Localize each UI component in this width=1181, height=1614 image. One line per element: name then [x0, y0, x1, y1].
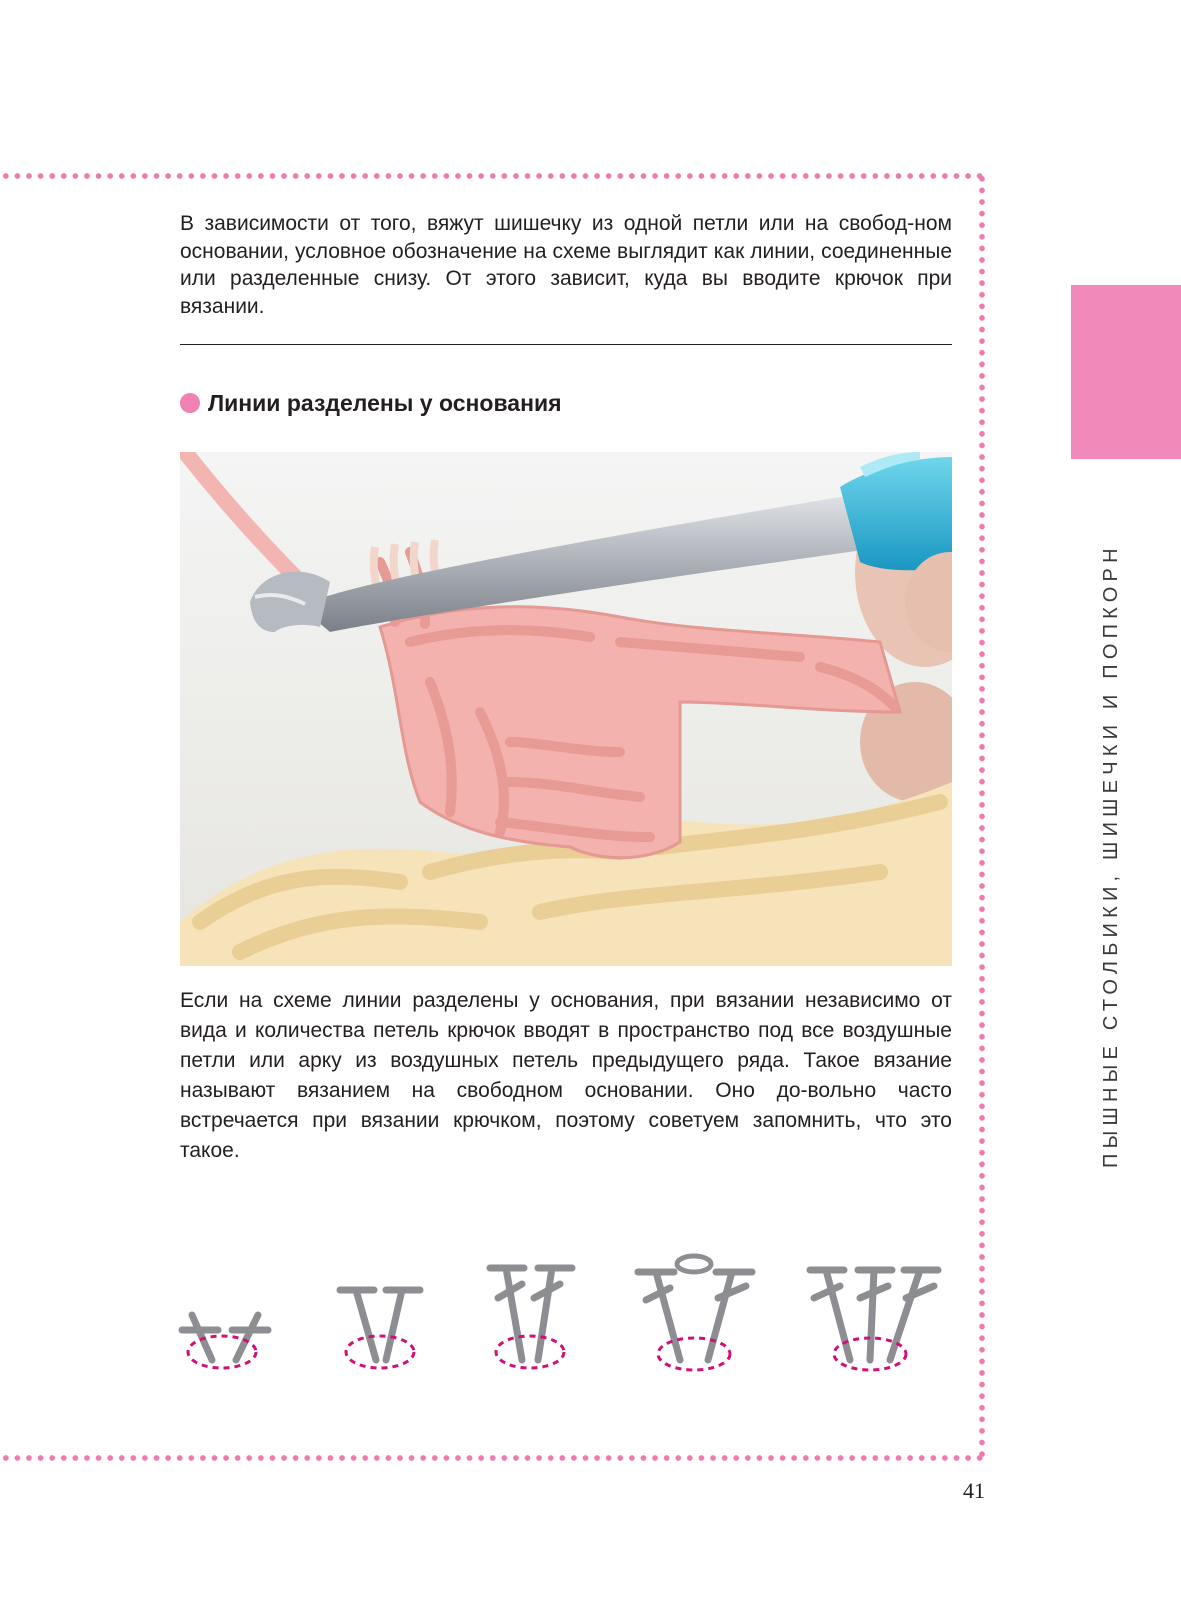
dotted-border-top: [0, 173, 985, 179]
crochet-symbols: [170, 1240, 970, 1420]
section-heading: [180, 388, 562, 418]
intro-paragraph: В зависимости от того, вяжут шишечку из одной петли или на свобод-ном основании, условное обозначение на схеме выглядит как линии, соединенные или разделенные снизу. От этого зависит, куда вы вводите крючок при вязании.: [180, 212, 952, 318]
page-number: 41: [963, 1478, 985, 1503]
popcorn-dc-separated-icon: [638, 1256, 752, 1360]
dotted-border-bottom: [0, 1455, 985, 1461]
two-hdc-separated-icon: [340, 1290, 420, 1360]
section-heading-text: Линии разделены у основания: [208, 389, 562, 416]
dotted-border-right: [979, 173, 985, 1461]
chapter-side-title: ПЫШНЫЕ СТОЛБИКИ, ШИШЕЧКИ И ПОПКОРН: [1100, 543, 1122, 1168]
body-paragraph: Если на схеме линии разделены у основания, при вязании независимо от вида и количества петель крючок вводят в пространство под все воздушные петли или арку из воздушных петель предыдущего ряда. Такое вязание называют вязанием на свободном основании. Оно до-вольно часто встречается при вязании крючком, поэтому советуем запомнить, что это такое.: [180, 989, 952, 1162]
two-dc-separated-icon: [490, 1268, 572, 1360]
pink-circle-icon: [180, 393, 200, 413]
section-divider: [180, 344, 952, 345]
chapter-tab: [1071, 285, 1181, 459]
crochet-photo: [180, 452, 952, 966]
three-dc-separated-icon: [810, 1270, 938, 1360]
